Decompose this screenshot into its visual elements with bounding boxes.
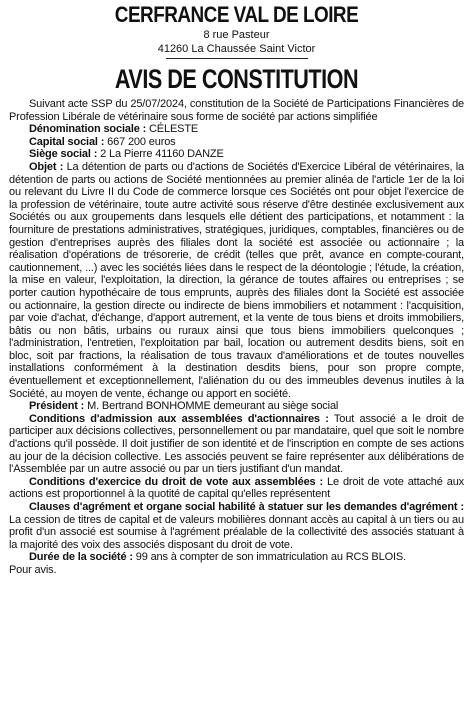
intro-paragraph: Suivant acte SSP du 25/07/2024, constitution de la Société de Participations Financières de Profession Libérale de vétérinaire sous forme de société par actions simplifiée	[9, 98, 464, 123]
agrement-paragraph	[9, 501, 464, 551]
notice-body	[9, 98, 464, 577]
denomination-value: CÉLESTE	[146, 123, 199, 136]
admission-label: Conditions d'admission aux assemblées d'actionnaires :	[29, 412, 329, 425]
duree-value: 99 ans à compter de son immatriculation au RCS BLOIS.	[132, 551, 406, 564]
president-value: M. Bertrand BONHOMME demeurant au siège social	[84, 400, 339, 413]
agrement-value: La cession de titres de capital et de valeurs mobilières donnant accès au capital à un tiers ou au profit d'un associé est soumise à l'agrément préalable de la collectivité des associés statuant à la majorité des voix des associés disposant du droit de vote.	[9, 513, 464, 551]
denomination-label: Dénomination sociale :	[29, 123, 147, 136]
siege-value: 2 La Pierre 41160 DANZE	[97, 148, 224, 161]
objet-value: La détention de parts ou d'actions de Sociétés d'Exercice Libéral de vétérinaires, la détention de parts ou actions de Société mentionnées au premier alinéa de l'article 1er de la loi ou relevant du Livre II du Code de commerce lorsque ces Sociétés ont pour objet l'exercice de la profession de vétérinaire, toute autre activité sous réserve d'être destinée exclusivement aux Sociétés ou aux groupements dans lesquels elle détient des participations, et notamment : la fourniture de prestations administratives, stratégiques, juridiques, comptables, financières ou de gestion d'entreprises auprès des filiales dont la société est associée ou actionnaire ; la réalisation d'opérations de trésorerie, de crédit (telles que prêt, avance en compte-courant, cautionnement, ...) avec les sociétés liées dans le respect de la déontologie ; l'étude, la création, la mise en valeur, l'exploitation, la direction, la gérance de toutes affaires ou entreprises ; se porter caution hypothécaire de tous emprunts, auprès des filiales dont la Société est associée ou actionnaire, la gestion directe ou indirecte de biens immobiliers et notamment : l'acquisition, par voie d'achat, d'échange, d'apport autrement, et la vente de tous biens et droits immobiliers, bâtis ou non bâtis, urbains ou ruraux ainsi que tous biens immobiliers quelconques ; l'administration, l'entretien, l'exploitation par bail, location ou autrement desdits biens, soit en bloc, soit par fractions, la réalisation de tous travaux d'améliorations et de toutes nouvelles installations conformément à la destination desdits biens, pour son propre compte, éventuellement et exceptionnellement, l'aliénation du ou des immeubles devenus inutiles à la Société, au moyen de vente, échange ou apport en société.	[9, 160, 464, 400]
agrement-label: Clauses d'agrément et organe social habilité à statuer sur les demandes d'agrément :	[29, 501, 464, 513]
firm-address-line1: 8 rue Pasteur	[203, 29, 270, 41]
duree-line	[9, 551, 464, 564]
vote-paragraph	[9, 476, 464, 501]
duree-label: Durée de la société :	[29, 551, 133, 564]
vote-value: Le droit de vote attaché aux actions est proportionnel à la quotité de capital qu'elles représentent	[9, 475, 465, 501]
denomination-line	[9, 123, 464, 136]
president-line	[9, 400, 464, 413]
capital-label: Capital social :	[29, 135, 105, 148]
divider	[166, 58, 308, 59]
admission-value: Tout associé a le droit de participer aux décisions collectives, personnellement ou par mandataire, quel que soit le nombre d'actions qu'il possède. Il doit justifier de son identité et de l'inscription en compte de ses actions au jour de la décision collective. Les associés peuvent se faire représenter aux délibérations de l'Assemblée par un autre associé ou par un tiers justifiant d'un mandat.	[9, 412, 464, 476]
objet-label: Objet :	[29, 160, 64, 173]
firm-name: CERFRANCE VAL DE LOIRE	[114, 2, 359, 27]
president-label: Président :	[29, 400, 85, 413]
firm-address-line2: 41260 La Chaussée Saint Victor	[157, 43, 316, 55]
capital-value: 667 200 euros	[104, 135, 176, 148]
capital-line	[9, 136, 464, 149]
admission-paragraph	[9, 413, 464, 476]
closing-line: Pour avis.	[9, 563, 57, 576]
siege-label: Siège social :	[29, 148, 98, 161]
siege-line	[9, 148, 464, 161]
vote-label: Conditions d'exercice du droit de vote aux assemblées :	[29, 475, 324, 488]
notice-title: AVIS DE CONSTITUTION	[114, 64, 359, 94]
objet-paragraph	[9, 161, 464, 400]
